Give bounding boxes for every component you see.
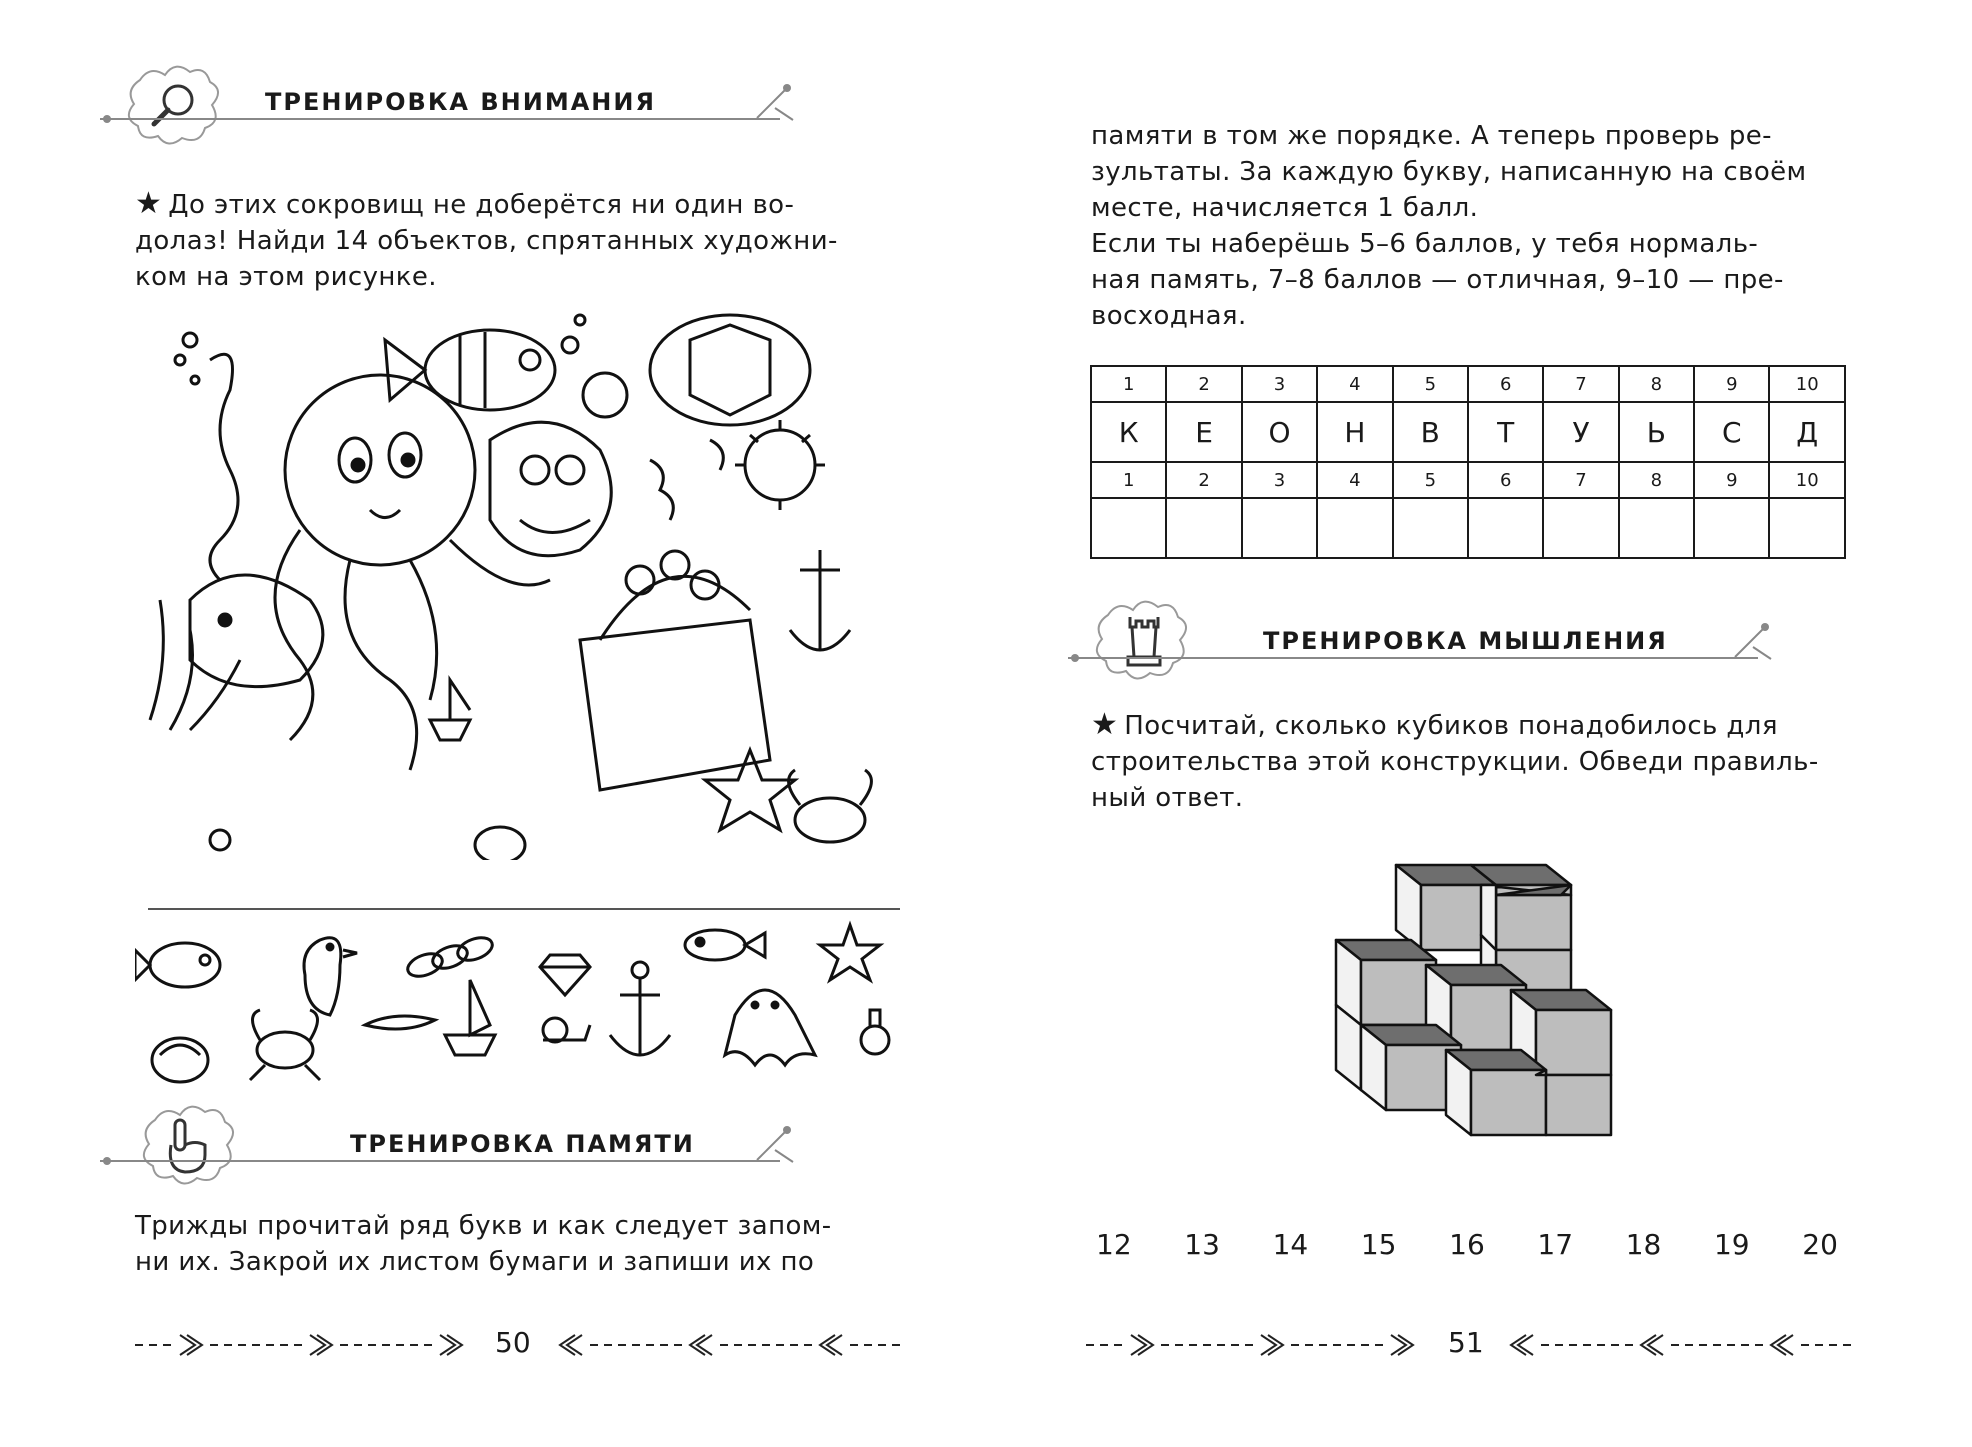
table-cell: 7 <box>1543 462 1618 498</box>
starfish-icon <box>820 925 880 980</box>
table-cell: У <box>1543 402 1618 462</box>
ghost-icon <box>725 990 815 1065</box>
answer-cell[interactable] <box>1769 498 1845 558</box>
thinking-task <box>1091 707 1843 816</box>
crab-icon <box>250 1010 320 1080</box>
table-cell: Т <box>1468 402 1543 462</box>
table-cell: Д <box>1769 402 1845 462</box>
table-cell: В <box>1393 402 1468 462</box>
table-cell: 8 <box>1619 366 1694 402</box>
table-cell: Е <box>1166 402 1241 462</box>
thinking-title: ТРЕНИРОВКА МЫШЛЕНИЯ <box>1263 627 1668 655</box>
answer-cell[interactable] <box>1619 498 1694 558</box>
shell-icon <box>152 1038 208 1082</box>
thinking-header <box>1068 595 1768 685</box>
memory-cont-line-4: Если ты наберёшь 5–6 баллов, у тебя нормаль- <box>1091 229 1759 259</box>
table-cell: 2 <box>1166 366 1241 402</box>
small-fish-icon <box>685 930 765 960</box>
finger-icon <box>135 1100 245 1190</box>
answer-option[interactable]: 15 <box>1360 1228 1397 1261</box>
bottle-icon <box>861 1010 889 1054</box>
memory-table <box>1090 365 1846 559</box>
thinking-line-2: строительства этой конструкции. Обведи правиль- <box>1091 747 1819 777</box>
memory-title: ТРЕНИРОВКА ПАМЯТИ <box>350 1130 695 1158</box>
answer-cell[interactable] <box>1091 498 1166 558</box>
answer-option[interactable]: 12 <box>1096 1228 1132 1261</box>
answer-option[interactable]: 17 <box>1537 1228 1574 1261</box>
table-cell: 3 <box>1242 366 1317 402</box>
attention-header <box>100 60 790 150</box>
memory-continued <box>1091 118 1843 334</box>
fish-icon <box>135 943 220 987</box>
legend-divider <box>148 908 900 910</box>
table-cell: Н <box>1317 402 1392 462</box>
table-cell: 9 <box>1694 462 1769 498</box>
answer-cell[interactable] <box>1393 498 1468 558</box>
table-cell: С <box>1694 402 1769 462</box>
answer-cell[interactable] <box>1317 498 1392 558</box>
memory-cont-line-2: зультаты. За каждую букву, написанную на своём <box>1091 157 1807 187</box>
memory-cont-line-3: месте, начисляется 1 балл. <box>1091 193 1479 223</box>
chess-rook-icon <box>1088 595 1198 685</box>
table-cell: О <box>1242 402 1317 462</box>
memory-table-answer-row <box>1091 498 1845 558</box>
underwater-illustration <box>130 300 890 860</box>
answer-option[interactable]: 18 <box>1625 1228 1662 1261</box>
thinking-line-3: ный ответ. <box>1091 783 1244 813</box>
table-cell: 2 <box>1166 462 1241 498</box>
page-number-right: 51 <box>1448 1326 1484 1359</box>
snail-icon <box>543 1018 590 1042</box>
memory-line-2: ни их. Закрой их листом бумаги и запиши их по <box>135 1247 815 1277</box>
table-cell: К <box>1091 402 1166 462</box>
table-cell: 10 <box>1769 366 1845 402</box>
chain-icon <box>405 933 496 980</box>
table-cell: 3 <box>1242 462 1317 498</box>
attention-line-2: долаз! Найди 14 объектов, спрятанных художни- <box>135 226 838 256</box>
hidden-objects-legend <box>135 915 905 1095</box>
answer-cell[interactable] <box>1468 498 1543 558</box>
table-cell: 10 <box>1769 462 1845 498</box>
table-cell: 4 <box>1317 462 1392 498</box>
table-cell: 4 <box>1317 366 1392 402</box>
boat-icon <box>445 980 495 1055</box>
memory-line-1: Трижды прочитай ряд букв и как следует запом- <box>135 1211 832 1241</box>
table-cell: 7 <box>1543 366 1618 402</box>
diamond-icon <box>540 955 590 995</box>
answer-cell[interactable] <box>1543 498 1618 558</box>
answer-option[interactable]: 19 <box>1713 1228 1750 1261</box>
attention-line-1: До этих сокровищ не доберётся ни один во- <box>168 190 795 220</box>
memory-task <box>135 1208 895 1280</box>
anchor-icon <box>610 962 670 1055</box>
thinking-line-1: Посчитай, сколько кубиков понадобилось для <box>1124 711 1778 741</box>
attention-task <box>135 186 895 295</box>
answer-cell[interactable] <box>1166 498 1241 558</box>
memory-cont-line-1: памяти в том же порядке. А теперь проверь ре- <box>1091 121 1772 151</box>
horn-shell-icon <box>365 1016 435 1029</box>
table-cell: 6 <box>1468 462 1543 498</box>
page-number-left: 50 <box>495 1326 531 1359</box>
right-page <box>986 0 1972 1447</box>
table-cell: 5 <box>1393 462 1468 498</box>
memory-cont-line-6: восходная. <box>1091 301 1247 331</box>
memory-header <box>100 1100 790 1190</box>
table-cell: 1 <box>1091 366 1166 402</box>
memory-table-numbers-row-2 <box>1091 462 1845 498</box>
memory-table-letters-row <box>1091 402 1845 462</box>
table-cell: Ь <box>1619 402 1694 462</box>
answer-option[interactable]: 20 <box>1802 1228 1838 1261</box>
answer-option[interactable]: 13 <box>1184 1228 1220 1261</box>
answer-option[interactable]: 16 <box>1449 1228 1485 1261</box>
table-cell: 9 <box>1694 366 1769 402</box>
table-cell: 6 <box>1468 366 1543 402</box>
star-icon: ★ <box>135 186 163 221</box>
answer-option[interactable]: 14 <box>1272 1228 1309 1261</box>
memory-table-numbers-row <box>1091 366 1845 402</box>
table-cell: 8 <box>1619 462 1694 498</box>
attention-title: ТРЕНИРОВКА ВНИМАНИЯ <box>265 88 656 116</box>
answer-options <box>1096 1228 1838 1261</box>
penguin-icon <box>304 938 357 1015</box>
cube-construction <box>1286 850 1646 1180</box>
star-icon: ★ <box>1091 707 1119 742</box>
memory-cont-line-5: ная память, 7–8 баллов — отличная, 9–10 — пре- <box>1091 265 1784 295</box>
answer-cell[interactable] <box>1694 498 1769 558</box>
answer-cell[interactable] <box>1242 498 1317 558</box>
attention-line-3: ком на этом рисунке. <box>135 262 437 292</box>
table-cell: 1 <box>1091 462 1166 498</box>
table-cell: 5 <box>1393 366 1468 402</box>
magnifier-icon <box>120 60 230 150</box>
